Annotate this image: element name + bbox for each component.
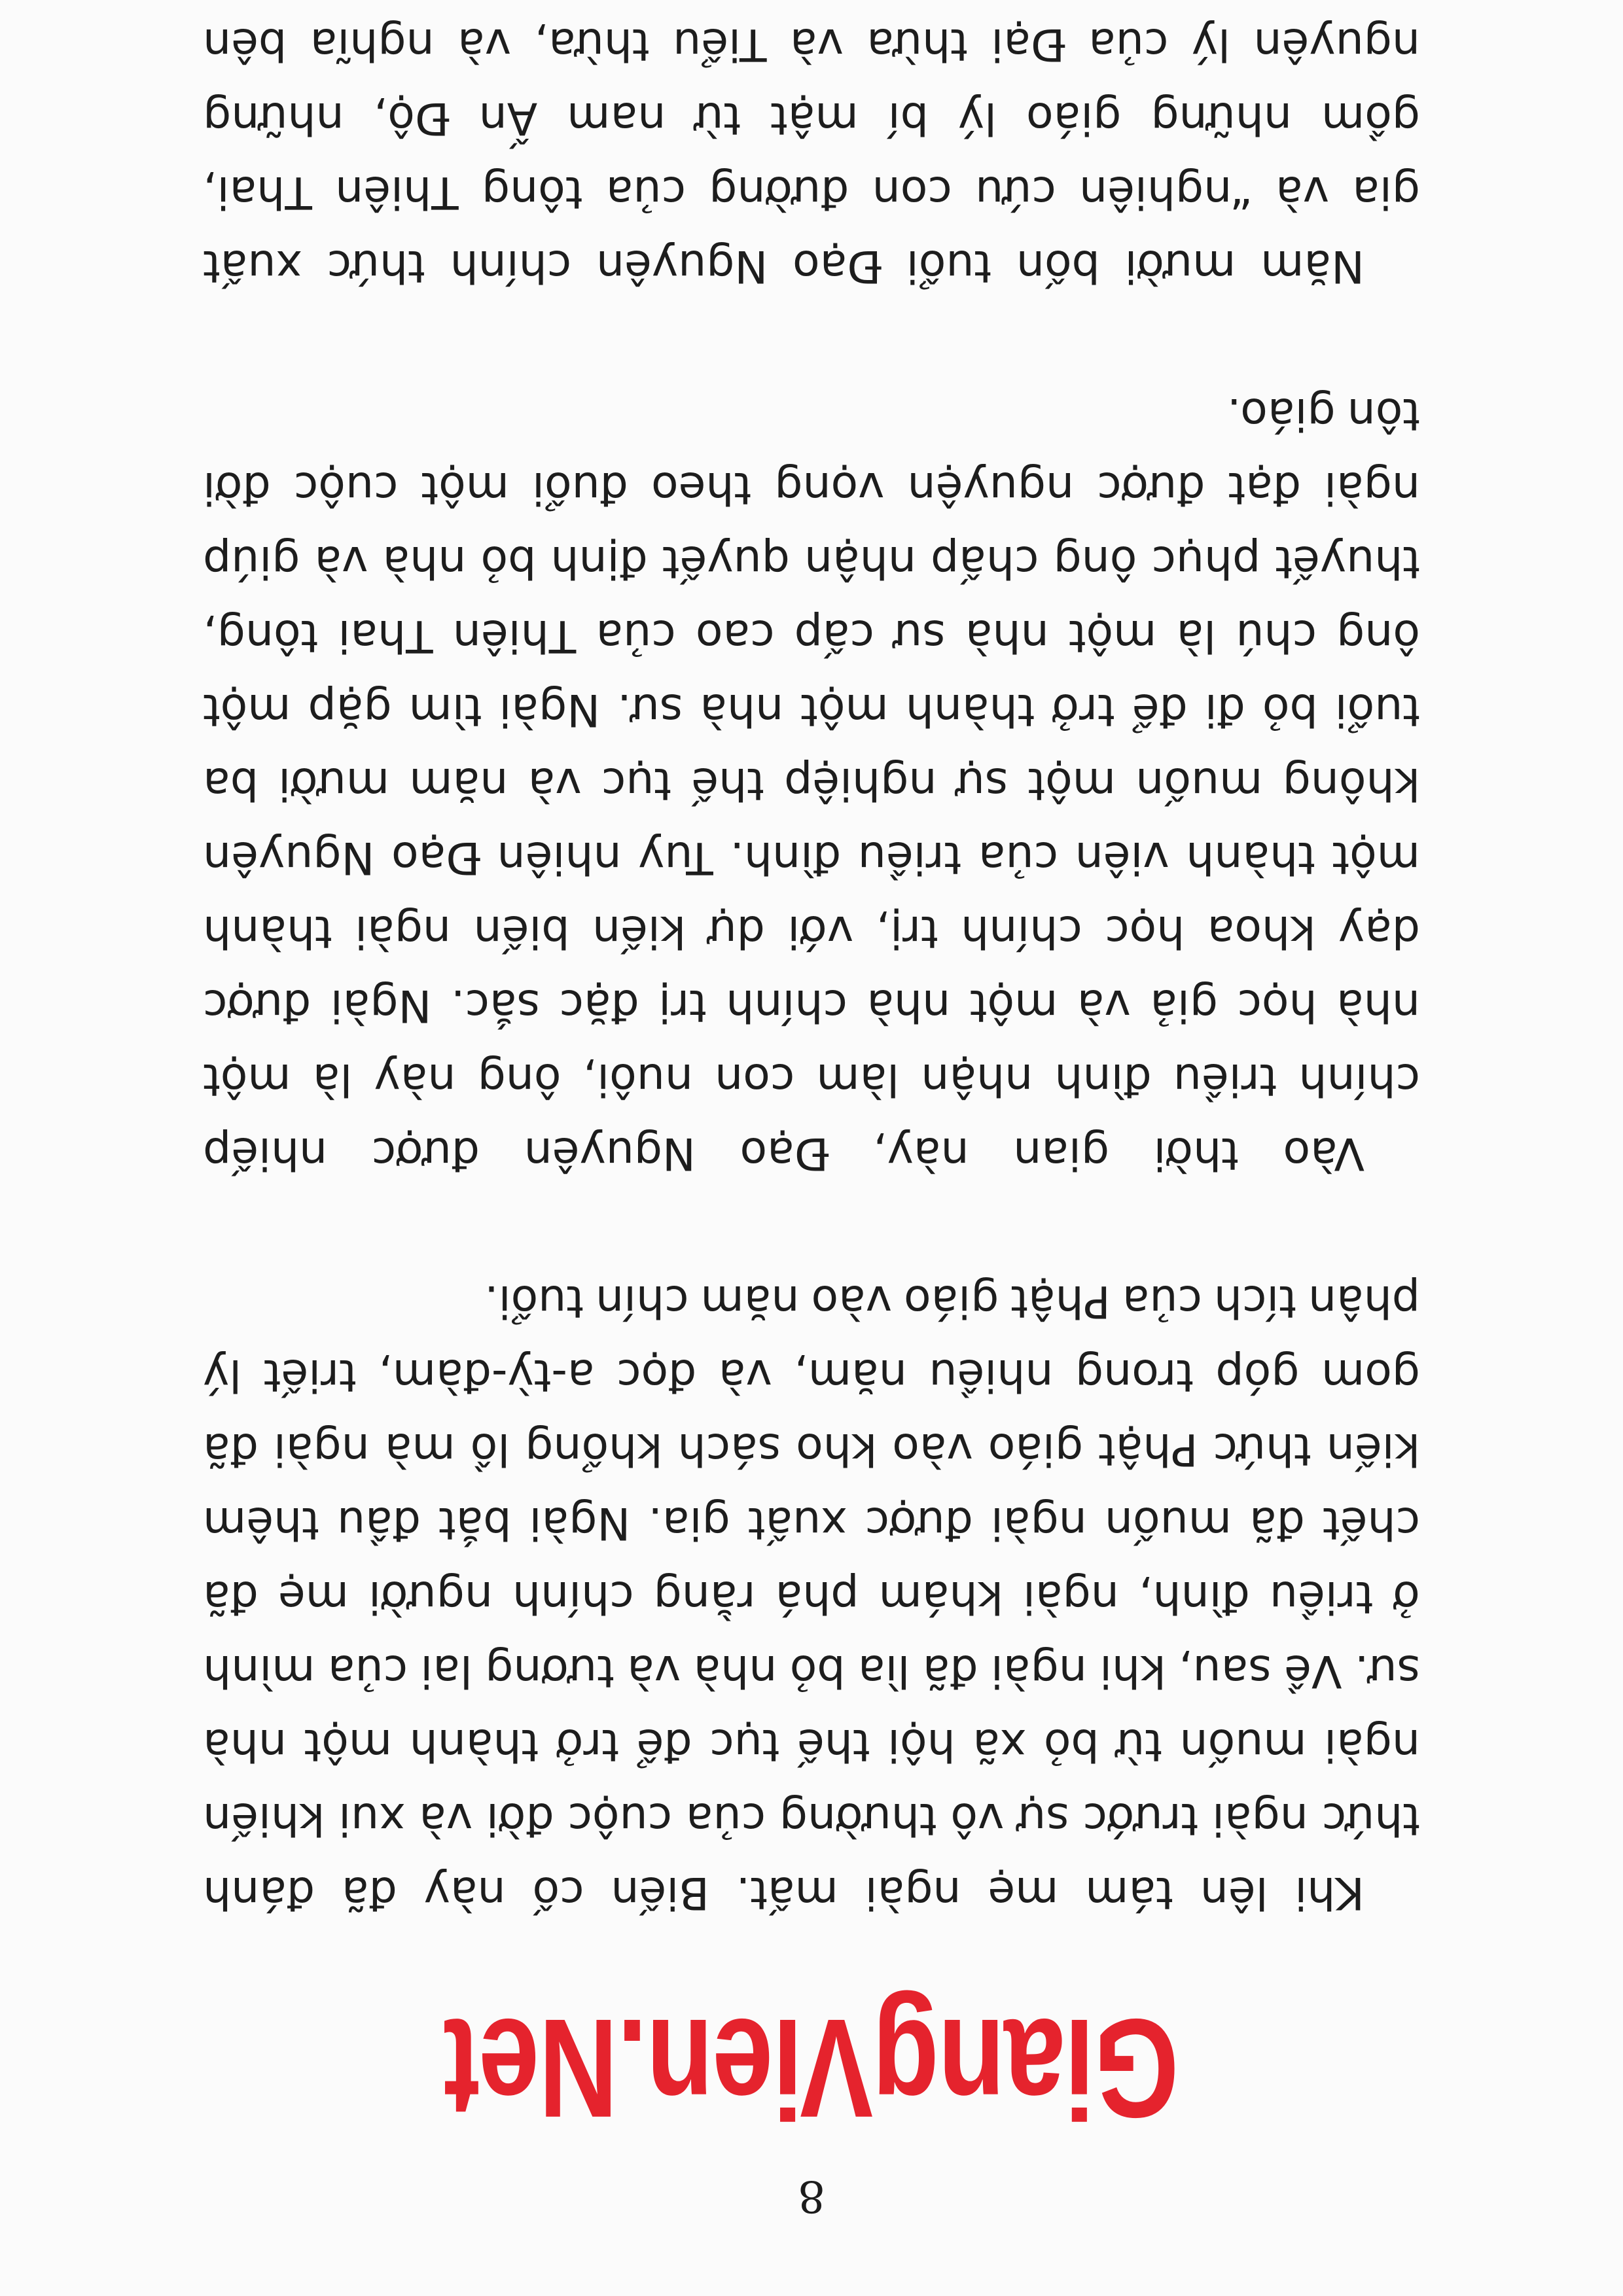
word: đánh [203,1867,315,1918]
word: gom [1321,1349,1420,1401]
word: tông, [203,610,319,662]
word: Đạo [793,240,882,292]
word: lý [957,92,997,144]
word: một [304,1719,393,1771]
word: bên [203,18,287,70]
word: ở [1393,1571,1420,1623]
word: tục [601,758,671,809]
text-line [203,968,1420,1042]
word: Thiên [335,166,459,218]
word: chín [595,1275,689,1327]
word: chính [961,906,1082,957]
word: nhà [693,1645,777,1697]
word: Biến [611,1867,709,1918]
word: sư. [1354,1645,1420,1697]
word: người [368,1571,493,1623]
word: từ [1116,1719,1162,1771]
word: trở [1052,684,1115,735]
word: phân [1308,1275,1420,1327]
word: Nguyên [596,240,768,292]
word: Đạo [391,832,480,883]
word: muốn [1135,758,1263,809]
word: lý [203,1349,242,1401]
word: gồm [1321,92,1420,144]
word: này [423,1867,506,1918]
word: học [1237,980,1317,1031]
word: thế [691,758,764,809]
word: cố [532,1867,584,1918]
word: đời [486,1793,554,1845]
word: Về [1284,1645,1342,1697]
word: một [1332,832,1420,883]
word [525,0,671,7]
word: phục [1151,536,1261,588]
word: bốn [1016,240,1100,292]
word: chú [1236,610,1317,662]
word: ông [477,1053,562,1105]
word: dự [708,906,765,957]
word: Thai, [203,166,312,218]
word: mất. [736,1867,838,1918]
word: là [1176,610,1217,662]
word: đình, [1138,1571,1250,1623]
word: nuôi, [582,1053,693,1105]
word: và [314,536,368,588]
word: kho [796,1423,878,1475]
word: ngài [865,1867,961,1918]
word: với [787,906,854,957]
word: trị [658,980,707,1031]
word: tám [1085,1867,1173,1918]
word: được [865,1497,973,1549]
word: những [203,92,344,144]
word: được [1097,462,1205,514]
word: thành [409,1719,539,1771]
text-line [203,0,1420,7]
text-line [203,155,1420,229]
word: Thiên [452,610,577,662]
word: cấp [794,610,874,662]
word: một [969,980,1058,1031]
word: ba [203,758,259,809]
word: một [800,684,889,735]
word: là [312,1053,353,1105]
word: đình [1054,1053,1152,1105]
word: trước [1082,1793,1199,1845]
word: kiến [592,906,687,957]
word: mười [1124,240,1236,292]
word: đọc [616,1349,697,1401]
text-line [203,599,1420,673]
word: ông [1336,610,1420,662]
word: đuổi [532,462,628,514]
word: triều [857,832,962,883]
word: cuộc [567,1793,673,1845]
word [811,0,923,7]
word: ngài [990,1497,1087,1549]
word: của [605,166,686,218]
word: nam [567,92,666,144]
word: bắt [438,1497,512,1549]
word: lý [1191,18,1230,70]
word: mà [384,1423,455,1475]
word: tông [481,166,583,218]
text-line [203,1338,1420,1412]
word: một [203,1053,291,1105]
word: Ấn [478,92,538,144]
body-text [203,0,1420,1930]
text-line [203,377,1420,451]
text-line [203,673,1420,747]
word: khoa [1207,906,1316,957]
word: Nguyên [524,1127,696,1179]
word: thừa [866,18,968,70]
word: đã [341,1867,397,1918]
word: đã [203,1571,259,1623]
word: mật [770,92,859,144]
word: nhà [203,1719,287,1771]
word: để [1132,684,1188,735]
word: vào [892,1423,973,1475]
word [1206,0,1286,7]
word: đình. [730,832,842,883]
word: sắc. [450,980,541,1031]
word: học [1105,906,1185,957]
word: hội [887,1719,955,1771]
word: cứu [975,166,1056,218]
word: nhà [700,684,784,735]
word: ngài [355,906,452,957]
word: mẹ [988,1867,1059,1918]
word: trở [556,1719,620,1771]
word: thường [779,1793,937,1845]
word: và [718,1349,772,1401]
word: a-tỳ-đàm, [378,1349,595,1401]
word: tôn [1347,388,1420,440]
word: Tuy [638,832,713,883]
word: chính [726,980,847,1031]
word: của [596,610,676,662]
word: thành [905,684,1035,735]
word: xuất [203,240,302,292]
word: xui [338,1793,406,1845]
word: Vào [1283,1127,1364,1179]
word: nguyện [907,462,1075,514]
watermark-logo: GiangVien.Net [444,1990,1179,2147]
word: thức [327,240,425,292]
word: sự [1018,1793,1069,1845]
word: Tiểu [673,18,767,70]
word: sư. [617,684,683,735]
word: một [1068,610,1157,662]
word: triều [1173,1053,1277,1105]
word: phá [775,1571,859,1623]
word: tương [485,1645,615,1697]
word: chính [1298,1053,1420,1105]
word: và [627,1645,681,1697]
word: khổng [525,1423,663,1475]
word: ông [1053,536,1137,588]
word: thừa, [534,18,650,70]
word: gia [1352,166,1420,218]
word: tục [709,1719,780,1771]
word: từ [695,92,741,144]
word: chính [450,240,572,292]
word: của [978,832,1058,883]
word: và [1077,980,1131,1031]
word: xã [972,1719,1027,1771]
word: năm [409,758,508,809]
word: Ngài [499,684,601,735]
word: Phật [1010,1275,1111,1327]
word: bỏ [1262,684,1318,735]
word: làm [816,1053,900,1105]
word: và [419,1793,473,1845]
text-line [203,525,1420,599]
word: lai [420,1645,473,1697]
word: trị, [876,906,938,957]
word: bí [887,92,929,144]
text-line [203,1116,1420,1190]
text-line [203,1782,1420,1856]
word: Ngài [330,980,432,1031]
word: quyết [662,536,790,588]
word: chính [512,1571,634,1623]
word [1302,0,1420,7]
word: Thai [338,610,433,662]
word: thời [1153,1127,1239,1179]
word: thế [796,1719,870,1771]
text-line [203,451,1420,525]
word: biến [473,906,570,957]
word [455,0,509,7]
word: nhà [382,536,467,588]
word: rằng [653,1571,756,1623]
word: của [1122,1275,1202,1327]
word: nghiệp [784,758,937,809]
word: Ngài [529,1497,631,1549]
word: chấp [931,536,1039,588]
word [203,0,383,7]
word: được [203,980,312,1031]
word: nhận [921,1053,1033,1105]
word: đặc [559,980,639,1031]
word: thêm [203,1497,319,1549]
text-line [203,1264,1420,1338]
word: chết [1323,1497,1420,1549]
word: ngài [1324,1719,1420,1771]
word: đời [203,462,271,514]
word: năm [700,1275,800,1327]
word: cao [695,610,775,662]
word: và [789,18,844,70]
word: thuyết [1275,536,1420,588]
word: định [550,536,648,588]
word: mình [203,1645,315,1697]
text-line [203,1634,1420,1708]
word: nguyên [1253,18,1420,70]
word: vào [811,1275,892,1327]
word: gia. [648,1497,730,1549]
word: nhà [1336,980,1420,1031]
paragraph-3 [203,0,1420,303]
word: vô [950,1793,1005,1845]
word: không [1282,758,1420,809]
word: giáo [988,1423,1084,1475]
word: khiến [203,1793,325,1845]
word: Khi [1294,1867,1364,1918]
text-line [203,1560,1420,1634]
word: này [374,1053,456,1105]
word: để [636,1719,692,1771]
word: khám [878,1571,1003,1623]
word: kiến [1326,1423,1420,1475]
word: lìa [857,1645,910,1697]
word: “nghiên [1079,166,1253,218]
word: tuổi [1334,684,1420,735]
word: bỏ [1043,1719,1099,1771]
word: trong [1075,1349,1194,1401]
text-line [203,81,1420,155]
word: đi [1204,684,1245,735]
word: năm, [794,1349,907,1401]
word: lồ [470,1423,510,1475]
word: dạy [1338,906,1420,957]
page-number: 8 [798,2171,825,2221]
word [1049,0,1190,7]
word: sư [894,610,946,662]
word: giáo [903,1275,999,1327]
word: tích [1213,1275,1296,1327]
word: Nguyên [203,832,375,883]
word: nhiếp [203,1127,328,1179]
word: được [371,1127,480,1179]
word: bỏ [480,536,537,588]
word: Độ, [373,92,450,144]
word: thành [203,906,332,957]
word: mười [278,758,390,809]
word: một [1027,758,1116,809]
text-line [203,821,1420,894]
word: ngài [1212,1793,1308,1845]
word: giáo. [1226,388,1336,440]
word: của [685,1793,766,1845]
word: bỏ [789,1645,846,1697]
word: sự [956,758,1008,809]
word: ngài [1023,1571,1119,1623]
word: giả [1150,980,1218,1031]
word: đạt [1228,462,1302,514]
word: khi [1099,1645,1166,1697]
word: tuổi. [484,1275,584,1327]
word: ngài [1324,462,1420,514]
word [399,0,440,7]
word: lên [1200,1867,1268,1918]
word: nhà [866,980,951,1031]
word: những [1150,92,1292,144]
word: con [872,166,952,218]
word: này, [873,1127,969,1179]
paragraph-2 [203,377,1420,1190]
word: gian [1013,1127,1110,1179]
word: viên [1075,832,1169,883]
word: và [527,758,582,809]
word: nhiều [929,1349,1054,1401]
word: sách [677,1423,781,1475]
word: muốn [1104,1497,1232,1549]
word: đã [203,1423,259,1475]
word: thức [1321,1793,1420,1845]
word: muốn [1179,1719,1307,1771]
paragraph-1 [203,1264,1420,1930]
word: tuổi [906,240,992,292]
word: xuất [747,1497,847,1549]
word: Đại [991,18,1065,70]
word: một [203,684,291,735]
word: triết [263,1349,357,1401]
word: nhiên [497,832,622,883]
word: gặp [308,684,392,735]
word: sau, [1178,1645,1272,1697]
word: đường [709,166,849,218]
word: góp [1215,1349,1300,1401]
word: của [1088,18,1169,70]
word: giáo [1026,92,1122,144]
word [938,0,1033,7]
word: cuộc [293,462,399,514]
word: và [457,18,511,70]
word: một [421,462,510,514]
word [687,0,794,7]
word: vọng [774,462,885,514]
word: đã [1249,1497,1305,1549]
word: thành [1186,832,1315,883]
word: triều [1269,1571,1374,1623]
word: đã [922,1645,978,1697]
word: Năm [1260,240,1364,292]
text-line [203,1856,1420,1930]
text-line [203,1708,1420,1782]
word: nhà [965,610,1049,662]
word: nghĩa [310,18,435,70]
word: ngài [990,1645,1087,1697]
word: của [327,1645,408,1697]
word: con [715,1053,795,1105]
word: nhận [804,536,916,588]
word: giúp [203,536,300,588]
text-line [203,747,1420,821]
word: đầu [337,1497,421,1549]
word: ngài [273,1423,370,1475]
word: mẹ [277,1571,349,1623]
text-line [203,1486,1420,1560]
word: Đạo [740,1127,829,1179]
word: thức [1213,1423,1311,1475]
text-line [203,1042,1420,1116]
text-line [203,7,1420,81]
text-line [203,894,1420,968]
word: và [1275,166,1329,218]
word: Phật [1098,1423,1198,1475]
word: theo [651,462,752,514]
text-line [203,1412,1420,1486]
text-line [203,229,1420,303]
word: tìm [408,684,482,735]
